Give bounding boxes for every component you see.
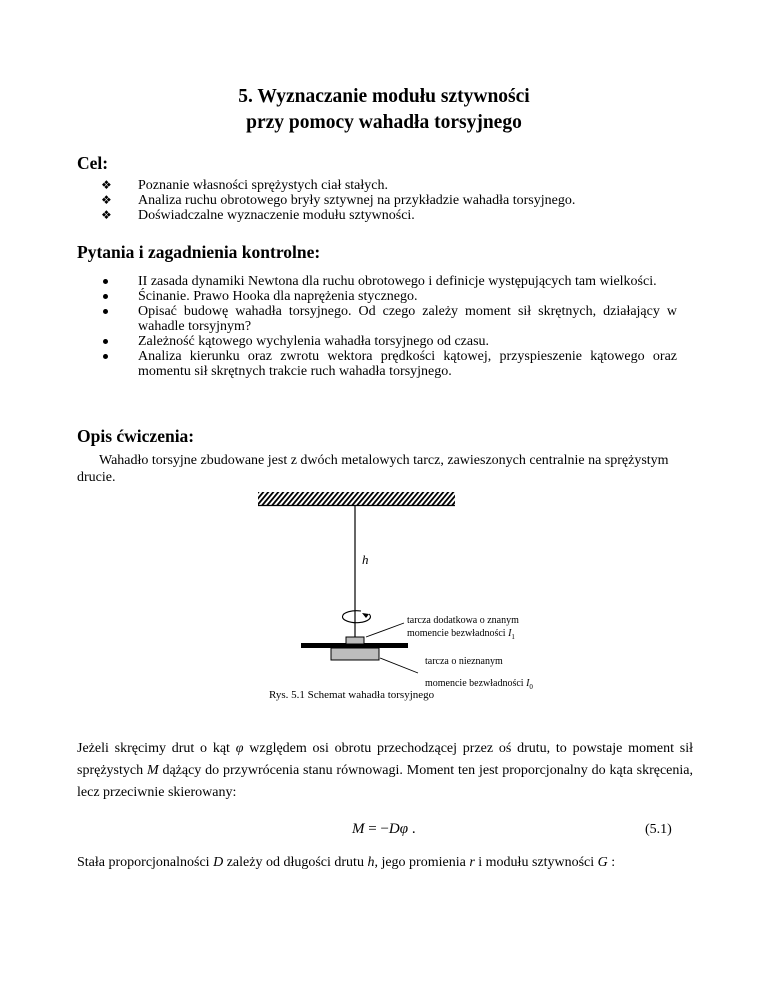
question-item: Opisać budowę wahadła torsyjnego. Od czego zależy moment sił skrętnych, działający w wahadle torsyjnym? — [97, 304, 677, 334]
ceiling-hatch — [258, 492, 455, 505]
goal-item: ❖ Poznanie własności sprężystych ciał stałych. — [97, 178, 677, 193]
label-upper-disc: tarcza dodatkowa o znanym momencie bezwładności $I_1$ — [407, 615, 519, 641]
goal-heading: Cel: — [77, 153, 109, 173]
leader-line-1 — [366, 623, 404, 637]
body-paragraph-2: Stała proporcjonalności D zależy od długości drutu h, jego promienia r i modułu sztywności G : — [77, 855, 616, 870]
question-item: II zasada dynamiki Newtona dla ruchu obrotowego i definicje występujących tam wielkości. — [97, 274, 677, 289]
wire-length-label: h — [362, 552, 369, 567]
questions-heading: Pytania i zagadnienia kontrolne: — [77, 242, 321, 262]
lower-disc — [331, 648, 379, 660]
body-paragraph-1: Jeżeli skręcimy drut o kąt φ względem osi obrotu przechodzącej przez oś drutu, to powstaje moment sił sprężystych M dążący do przywrócenia stanu równowagi. Moment ten jest proporcjonalny do kąta skręcenia, lecz przeciwnie skierowany: — [77, 741, 694, 800]
question-item: Analiza kierunku oraz zwrotu wektora prędkości kątowej, przyspieszenie kątowego oraz momentu sił skrętnych trakcie ruch wahadła torsyjnego. — [97, 349, 677, 379]
question-item: Ścinanie. Prawo Hooka dla naprężenia stycznego. — [97, 289, 677, 304]
equation-number: (5.1) — [645, 822, 672, 837]
label-lower-disc-line2: momencie bezwładności $I_0$ — [425, 678, 533, 691]
disc-hub — [346, 637, 364, 644]
description-heading: Opis ćwiczenia: — [77, 426, 195, 446]
page-title-line2: przy pomocy wahadła torsyjnego — [246, 112, 522, 133]
figure-caption: Rys. 5.1 Schemat wahadła torsyjnego — [269, 689, 435, 701]
equation-5-1: M = −Dφ . — [352, 821, 416, 837]
goal-item: ❖ Analiza ruchu obrotowego bryły sztywnej na przykładzie wahadła torsyjnego. — [97, 193, 677, 208]
page-title-line1: 5. Wyznaczanie modułu sztywności — [238, 86, 530, 107]
label-lower-disc-line1: tarcza o nieznanym — [425, 656, 503, 667]
question-item: Zależność kątowego wychylenia wahadła torsyjnego od czasu. — [97, 334, 677, 349]
goal-item: ❖ Doświadczalne wyznaczenie modułu sztywności. — [97, 208, 677, 223]
description-intro: Wahadło torsyjne zbudowane jest z dwóch metalowych tarcz, zawieszonych centralnie na sprężystym drucie. — [77, 453, 669, 485]
leader-line-2 — [380, 658, 418, 673]
